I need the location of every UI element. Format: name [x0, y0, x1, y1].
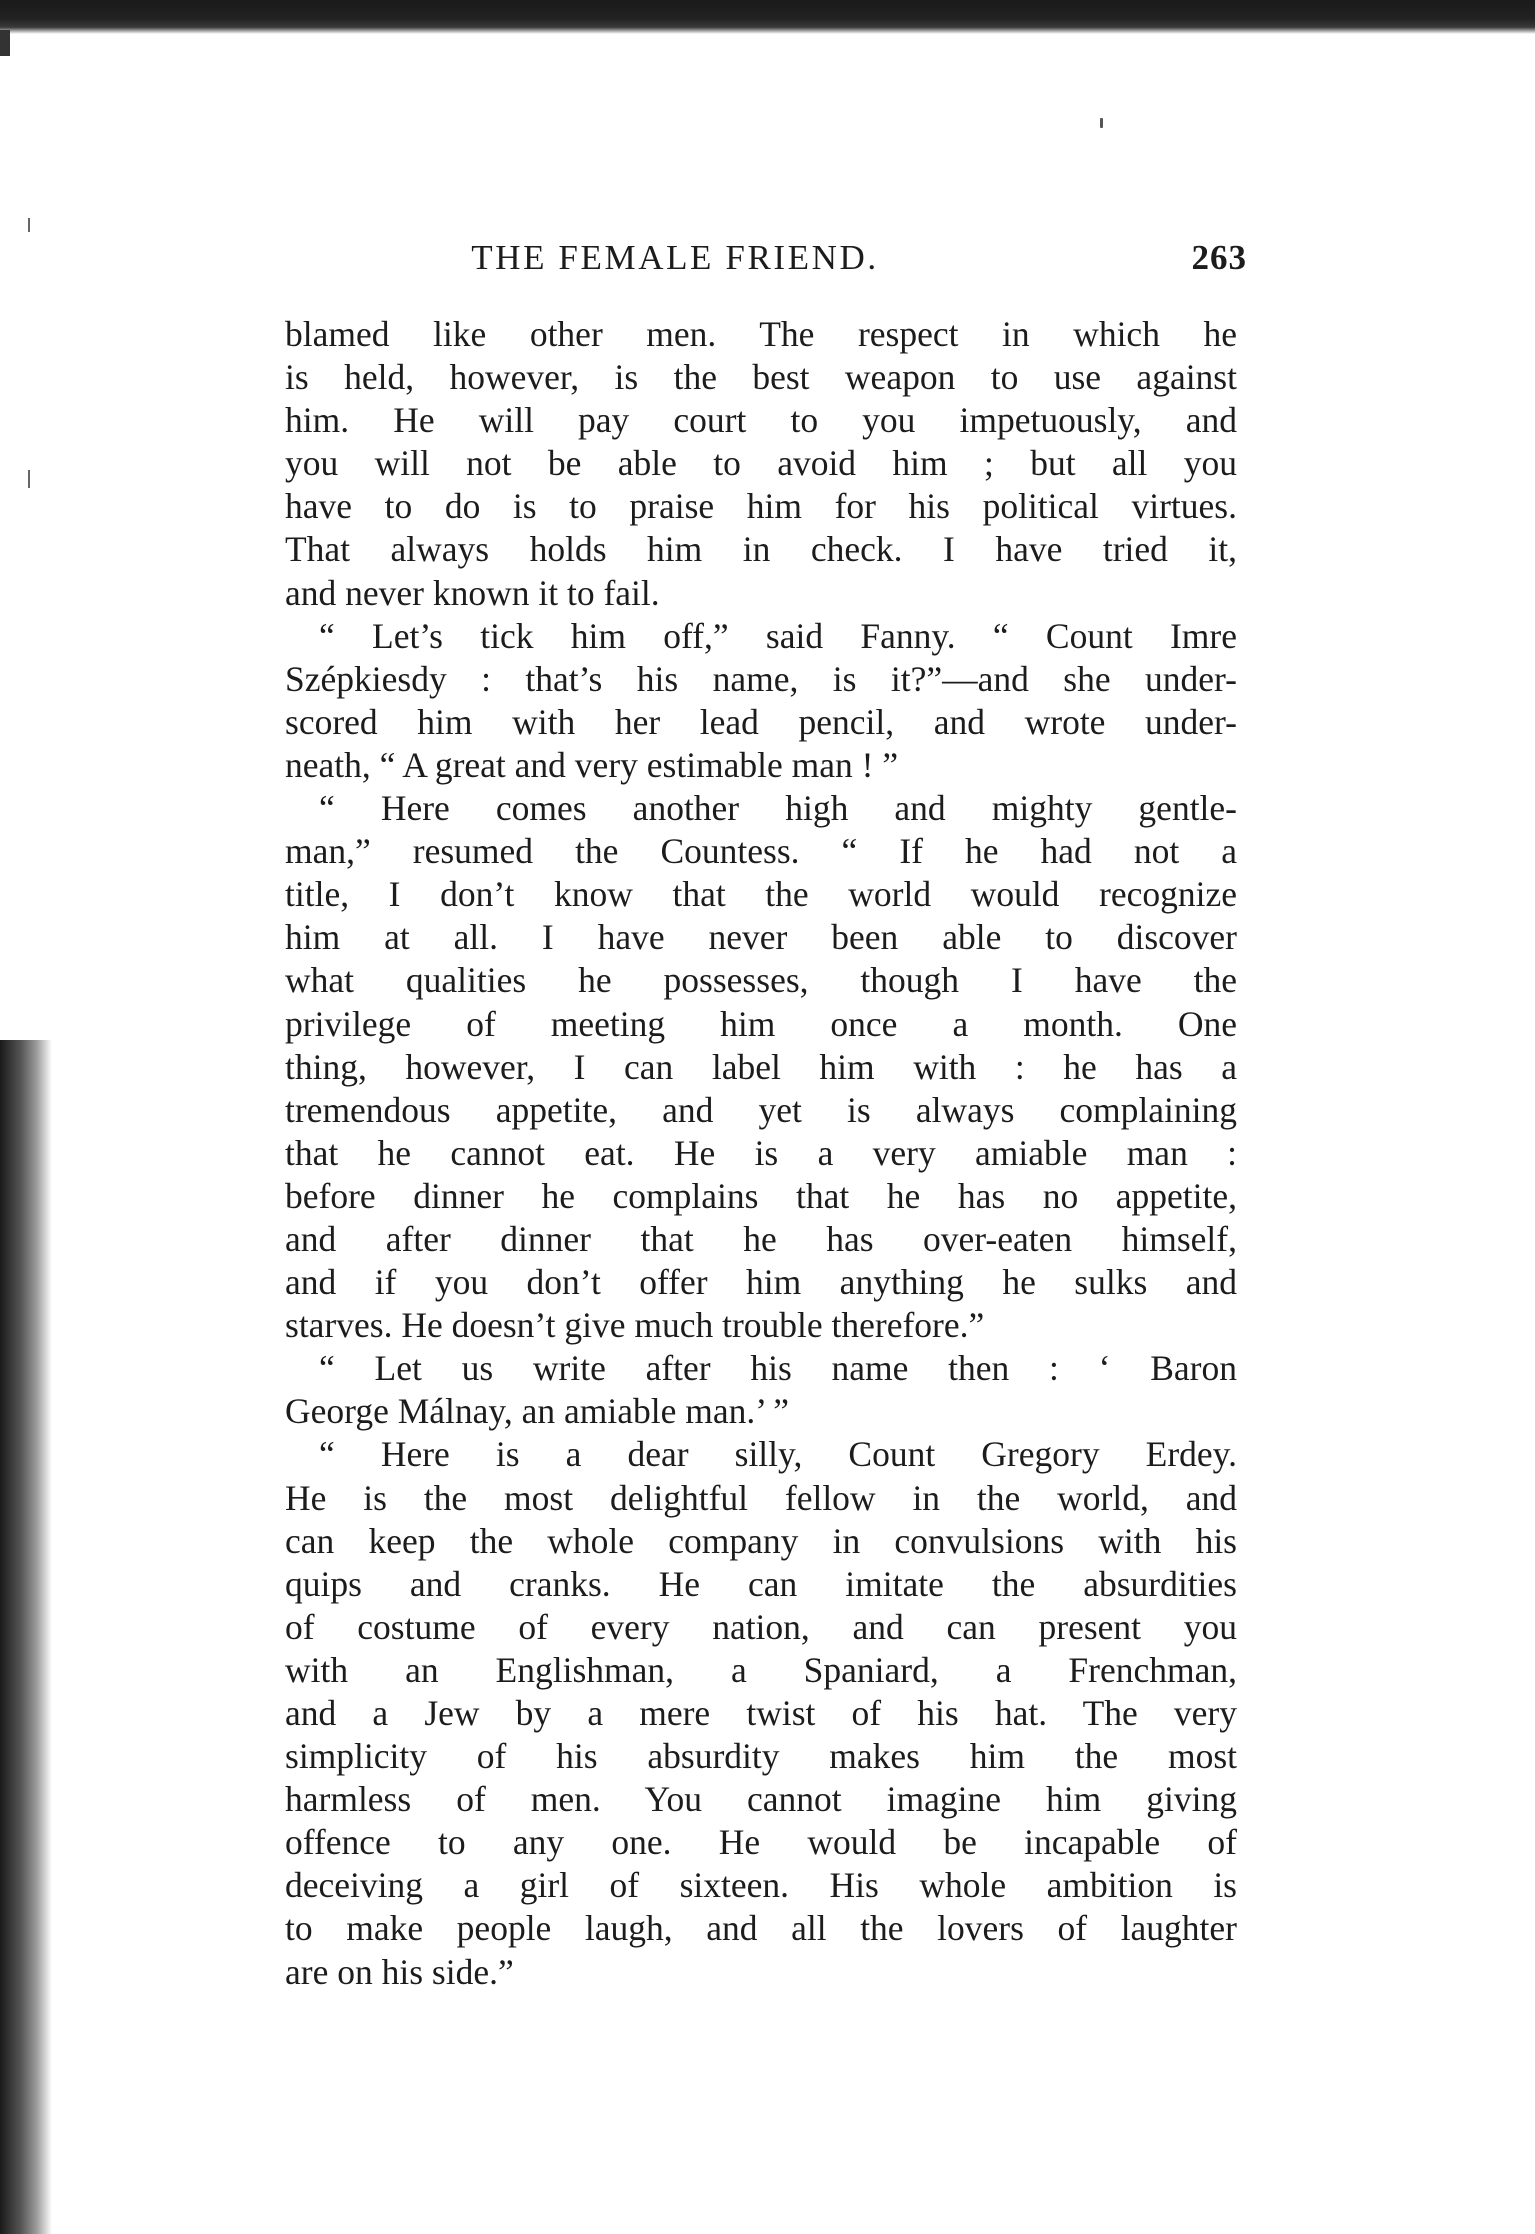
- scan-gutter-tick: [28, 218, 30, 232]
- text-line: is held, however, is the best weapon to use against: [285, 357, 1237, 398]
- text-line: simplicity of his absurdity makes him the most: [285, 1736, 1237, 1777]
- text-line: “ Let us write after his name then : ‘ Baron: [319, 1348, 1237, 1389]
- text-line: to make people laugh, and all the lovers of laughter: [285, 1908, 1237, 1949]
- text-line: starves. He doesn’t give much trouble therefore.”: [285, 1305, 985, 1346]
- running-title: THE FEMALE FRIEND.: [471, 238, 879, 277]
- text-line: and if you don’t offer him anything he sulks and: [285, 1262, 1237, 1303]
- text-line: and a Jew by a mere twist of his hat. The very: [285, 1693, 1237, 1733]
- text-line: That always holds him in check. I have tried it,: [285, 529, 1237, 570]
- text-line: tremendous appetite, and yet is always complaining: [285, 1089, 1237, 1130]
- text-line: you will not be able to avoid him ; but all you: [285, 443, 1237, 484]
- text-line: deceiving a girl of sixteen. His whole ambition is: [285, 1865, 1237, 1906]
- text-line: privilege of meeting him once a month. One: [285, 1003, 1237, 1044]
- text-line: him. He will pay court to you impetuously, and: [285, 400, 1237, 441]
- body-text: [285, 313, 1237, 1994]
- text-line: before dinner he complains that he has no appetite,: [285, 1175, 1237, 1216]
- scan-edge-mark: [0, 30, 10, 56]
- text-line: Szépkiesdy : that’s his name, is it?”—and she under-: [285, 658, 1237, 699]
- scan-top-edge: [0, 0, 1535, 34]
- text-line: thing, however, I can label him with : he has a: [285, 1046, 1237, 1087]
- text-line: quips and cranks. He can imitate the absurdities: [285, 1563, 1237, 1604]
- text-line: and after dinner that he has over-eaten himself,: [285, 1218, 1237, 1259]
- text-line: him at all. I have never been able to discover: [285, 917, 1237, 958]
- text-line: George Málnay, an amiable man.’ ”: [285, 1391, 790, 1432]
- text-line: He is the most delightful fellow in the world, and: [285, 1477, 1237, 1518]
- running-head: [285, 238, 1247, 288]
- stray-ink-mark: [1100, 118, 1103, 128]
- text-line: “ Here is a dear silly, Count Gregory Erdey.: [319, 1434, 1237, 1475]
- text-line: of costume of every nation, and can present you: [285, 1606, 1237, 1647]
- text-line: are on his side.”: [285, 1951, 514, 1992]
- page-number: 263: [1191, 238, 1247, 277]
- text-line: and never known it to fail.: [285, 572, 660, 613]
- text-line: offence to any one. He would be incapable of: [285, 1822, 1237, 1863]
- text-line: have to do is to praise him for his political virtues.: [285, 486, 1237, 527]
- text-line: “ Here comes another high and mighty gentle-: [319, 788, 1237, 829]
- text-line: scored him with her lead pencil, and wrote under-: [285, 701, 1237, 742]
- text-line: that he cannot eat. He is a very amiable man :: [285, 1132, 1237, 1173]
- text-line: blamed like other men. The respect in which he: [285, 314, 1237, 354]
- scan-gutter-tick: [28, 470, 30, 488]
- text-line: man,” resumed the Countess. “ If he had not a: [285, 831, 1237, 872]
- text-line: neath, “ A great and very estimable man ! ”: [285, 744, 899, 785]
- text-line: title, I don’t know that the world would recognize: [285, 874, 1237, 915]
- text-line: with an Englishman, a Spaniard, a Frenchman,: [285, 1649, 1237, 1690]
- text-line: what qualities he possesses, though I have the: [285, 960, 1237, 1001]
- text-line: can keep the whole company in convulsions with his: [285, 1520, 1237, 1561]
- text-line: harmless of men. You cannot imagine him giving: [285, 1779, 1237, 1820]
- text-line: “ Let’s tick him off,” said Fanny. “ Count Imre: [319, 615, 1237, 656]
- scan-gutter-shadow: [0, 1040, 52, 2234]
